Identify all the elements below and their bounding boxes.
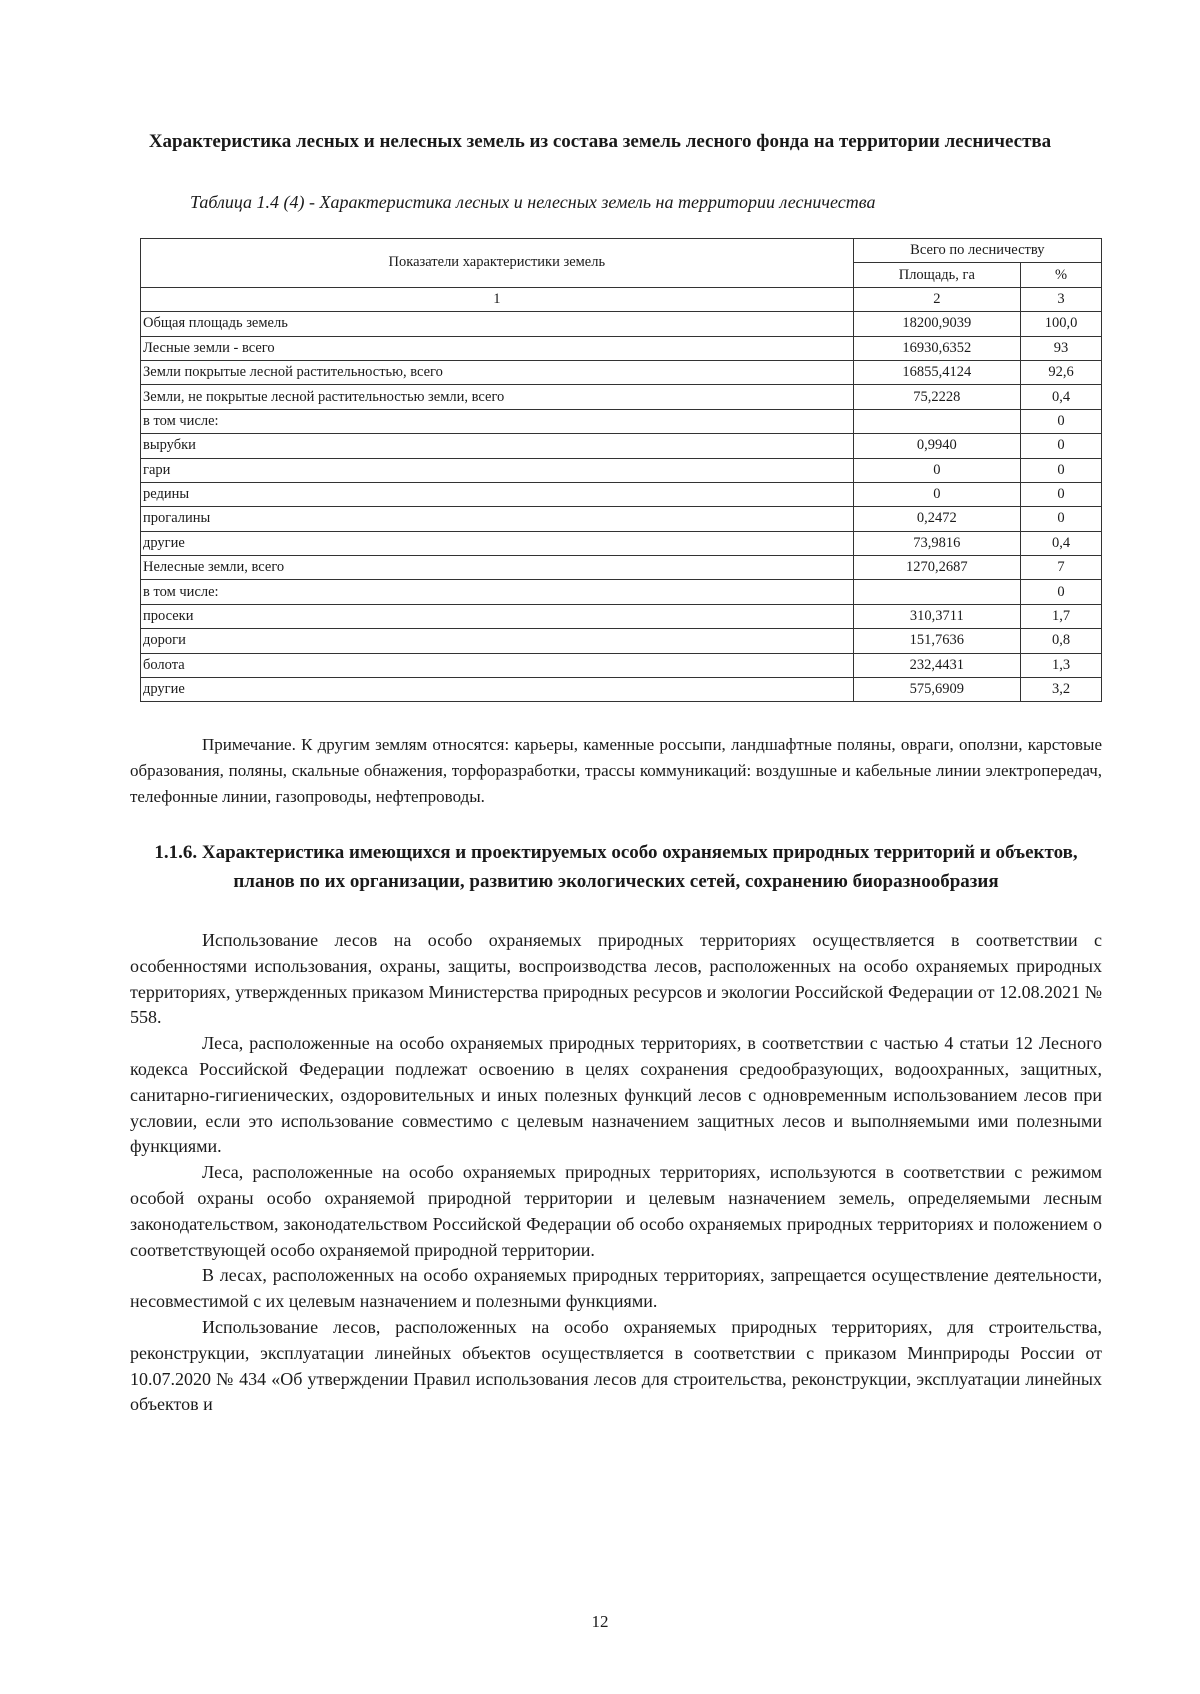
- land-characteristics-table: [140, 238, 1102, 702]
- row-name: редины: [141, 482, 854, 506]
- row-name: болота: [141, 653, 854, 677]
- table-row: [141, 604, 1102, 628]
- row-percent: 7: [1021, 556, 1102, 580]
- table-header-row: [141, 239, 1102, 263]
- row-percent: 0,8: [1021, 629, 1102, 653]
- row-area: 310,3711: [853, 604, 1020, 628]
- row-percent: 100,0: [1021, 312, 1102, 336]
- row-area: 73,9816: [853, 531, 1020, 555]
- table-row: [141, 678, 1102, 702]
- row-percent: 0: [1021, 507, 1102, 531]
- table-caption: Таблица 1.4 (4) - Характеристика лесных и нелесных земель на территории лесничества: [190, 192, 876, 212]
- row-area: 0,9940: [853, 434, 1020, 458]
- table-row: [141, 458, 1102, 482]
- row-percent: 0: [1021, 434, 1102, 458]
- row-percent: 1,3: [1021, 653, 1102, 677]
- row-area: 16930,6352: [853, 336, 1020, 360]
- row-percent: 0: [1021, 458, 1102, 482]
- row-area: 16855,4124: [853, 360, 1020, 384]
- row-area: [853, 409, 1020, 433]
- header-total: Всего по лесничеству: [853, 239, 1101, 263]
- header-indicator: Показатели характеристики земель: [141, 239, 854, 288]
- table-row: [141, 434, 1102, 458]
- row-name: гари: [141, 458, 854, 482]
- body-text: [130, 928, 1102, 1418]
- row-name: Лесные земли - всего: [141, 336, 854, 360]
- row-name: другие: [141, 678, 854, 702]
- row-name: прогалины: [141, 507, 854, 531]
- table-row: [141, 312, 1102, 336]
- row-name: Нелесные земли, всего: [141, 556, 854, 580]
- section-title: Характеристика лесных и нелесных земель из состава земель лесного фонда на территории лесничества: [148, 131, 1052, 152]
- table-row: [141, 482, 1102, 506]
- row-name: вырубки: [141, 434, 854, 458]
- row-name: в том числе:: [141, 409, 854, 433]
- header-percent: %: [1021, 263, 1102, 287]
- table-row: [141, 580, 1102, 604]
- row-percent: 0: [1021, 409, 1102, 433]
- table-row: [141, 360, 1102, 384]
- row-area: 1270,2687: [853, 556, 1020, 580]
- row-area: 0: [853, 458, 1020, 482]
- row-area: 0,2472: [853, 507, 1020, 531]
- row-percent: 3,2: [1021, 678, 1102, 702]
- row-name: просеки: [141, 604, 854, 628]
- paragraph: Леса, расположенные на особо охраняемых природных территориях, используются в соответствии с режимом особой охраны особо охраняемой природной территории и целевым назначением земель, определяемыми лесным законодательством, законодательством Российской Федерации об особо охраняемых природных территориях и положением о соответствующей особо охраняемой природной территории.: [130, 1162, 1102, 1260]
- column-number: 3: [1021, 287, 1102, 311]
- row-name: Земли, не покрытые лесной растительностью земли, всего: [141, 385, 854, 409]
- row-area: 0: [853, 482, 1020, 506]
- row-area: 151,7636: [853, 629, 1020, 653]
- row-percent: 92,6: [1021, 360, 1102, 384]
- row-name: другие: [141, 531, 854, 555]
- row-name: дороги: [141, 629, 854, 653]
- column-number: 1: [141, 287, 854, 311]
- row-name: в том числе:: [141, 580, 854, 604]
- table-row: [141, 556, 1102, 580]
- row-percent: 1,7: [1021, 604, 1102, 628]
- row-percent: 0,4: [1021, 531, 1102, 555]
- row-area: 18200,9039: [853, 312, 1020, 336]
- header-area: Площадь, га: [853, 263, 1020, 287]
- paragraph: Использование лесов, расположенных на особо охраняемых природных территориях, для строительства, реконструкции, эксплуатации линейных объектов осуществляется в соответствии с приказом Минприроды России от 10.07.2020 № 434 «Об утверждении Правил использования лесов для строительства, реконструкции, эксплуатации линейных объектов и: [130, 1316, 1102, 1415]
- page-number: 12: [591, 1612, 609, 1631]
- row-area: 575,6909: [853, 678, 1020, 702]
- column-number: 2: [853, 287, 1020, 311]
- table-row: [141, 629, 1102, 653]
- row-area: [853, 580, 1020, 604]
- column-numbers-row: [141, 287, 1102, 311]
- row-area: 75,2228: [853, 385, 1020, 409]
- row-percent: 0: [1021, 580, 1102, 604]
- row-name: Земли покрытые лесной растительностью, всего: [141, 360, 854, 384]
- row-area: 232,4431: [853, 653, 1020, 677]
- paragraph: Леса, расположенные на особо охраняемых природных территориях, в соответствии с частью 4 статьи 12 Лесного кодекса Российской Федерации подлежат освоению в целях сохранения средообразующих, водоохранных, защитных, санитарно-гигиенических, оздоровительных и иных полезных функций лесов с одновременным использованием лесов при условии, если это использование совместимо с целевым назначением защитных лесов и выполняемыми ими полезными функциями.: [130, 1033, 1102, 1157]
- row-percent: 93: [1021, 336, 1102, 360]
- subsection-title: 1.1.6. Характеристика имеющихся и проектируемых особо охраняемых природных территорий и объектов, планов по их организации, развитию экологических сетей, сохранению биоразнообразия: [154, 842, 1078, 892]
- paragraph: В лесах, расположенных на особо охраняемых природных территориях, запрещается осуществление деятельности, несовместимой с их целевым назначением и полезными функциями.: [130, 1265, 1102, 1312]
- row-percent: 0,4: [1021, 385, 1102, 409]
- table-note: Примечание. К другим землям относятся: карьеры, каменные россыпи, ландшафтные поляны, овраги, оползни, карстовые образования, поляны, скальные обнажения, торфоразработки, трассы коммуникаций: воздушные и кабельные линии электропередач, телефонные линии, газопроводы, нефтепроводы.: [130, 735, 1102, 806]
- row-percent: 0: [1021, 482, 1102, 506]
- table-row: [141, 336, 1102, 360]
- row-name: Общая площадь земель: [141, 312, 854, 336]
- table-row: [141, 531, 1102, 555]
- table-row: [141, 385, 1102, 409]
- paragraph: Использование лесов на особо охраняемых природных территориях осуществляется в соответствии с особенностями использования, охраны, защиты, воспроизводства лесов, расположенных на особо охраняемых природных территориях, утвержденных приказом Министерства природных ресурсов и экологии Российской Федерации от 12.08.2021 № 558.: [130, 930, 1102, 1028]
- table-row: [141, 653, 1102, 677]
- table-row: [141, 409, 1102, 433]
- table-row: [141, 507, 1102, 531]
